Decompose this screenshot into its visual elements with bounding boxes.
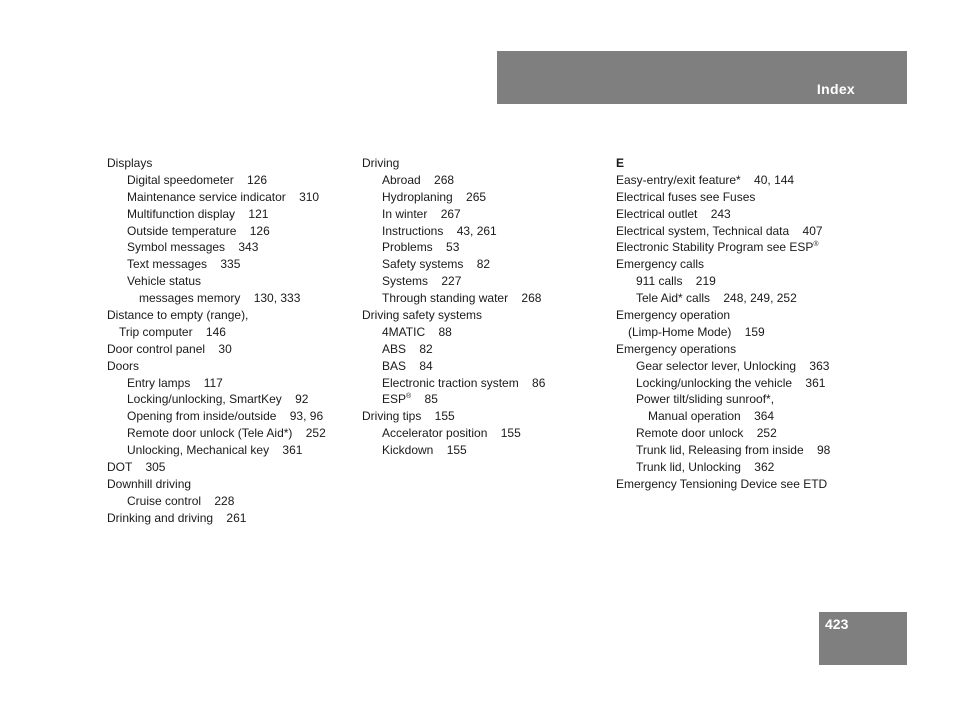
index-entry: Emergency Tensioning Device see ETD bbox=[616, 476, 828, 491]
index-entry: Multifunction display 121 bbox=[127, 206, 269, 221]
page-title: Index bbox=[816, 81, 855, 97]
index-entry: 4MATIC 88 bbox=[382, 324, 452, 339]
index-entry: Emergency operation bbox=[616, 308, 731, 323]
index-entry: Door control panel 30 bbox=[107, 341, 232, 356]
index-entry: Vehicle status bbox=[127, 274, 202, 289]
index-entry: Abroad 268 bbox=[382, 172, 455, 187]
index-entry: In winter 267 bbox=[382, 206, 461, 221]
index-entry: Symbol messages 343 bbox=[127, 240, 259, 255]
index-entry: BAS 84 bbox=[382, 358, 433, 373]
index-letter-heading: E bbox=[616, 156, 625, 170]
index-entry: Electrical outlet 243 bbox=[616, 206, 731, 221]
index-entry: 911 calls 219 bbox=[636, 274, 716, 289]
page-number: 423 bbox=[825, 616, 849, 632]
index-column-1 bbox=[107, 155, 357, 527]
index-entry: (Limp-Home Mode) 159 bbox=[628, 324, 765, 339]
index-entry: Emergency operations bbox=[616, 341, 737, 356]
index-entry: Outside temperature 126 bbox=[127, 223, 270, 238]
index-entry: Cruise control 228 bbox=[127, 493, 235, 508]
index-entry: Trunk lid, Unlocking 362 bbox=[636, 460, 775, 475]
index-entry: Through standing water 268 bbox=[382, 291, 542, 306]
index-entry: Hydroplaning 265 bbox=[382, 189, 487, 204]
index-entry: messages memory 130, 333 bbox=[139, 291, 301, 306]
index-entry: Remote door unlock (Tele Aid*) 252 bbox=[127, 426, 326, 441]
index-entry: Driving tips 155 bbox=[362, 409, 455, 424]
index-entry: Manual operation 364 bbox=[648, 409, 775, 424]
index-entry: Accelerator position 155 bbox=[382, 426, 521, 441]
index-entry: Instructions 43, 261 bbox=[382, 223, 497, 238]
index-entry: Text messages 335 bbox=[127, 257, 241, 272]
index-entry: Electronic traction system 86 bbox=[382, 375, 546, 390]
index-entry: Kickdown 155 bbox=[382, 443, 467, 458]
index-entry: Entry lamps 117 bbox=[127, 375, 223, 390]
index-entry: Unlocking, Mechanical key 361 bbox=[127, 443, 303, 458]
index-entry: Trunk lid, Releasing from inside 98 bbox=[636, 443, 831, 458]
index-entry: ESP® 85 bbox=[382, 392, 438, 407]
index-entry: Downhill driving bbox=[107, 476, 192, 491]
index-entry: Power tilt/sliding sunroof*, bbox=[636, 392, 775, 407]
index-entry: Doors bbox=[107, 358, 140, 373]
index-entry: Systems 227 bbox=[382, 274, 462, 289]
index-entry: Easy-entry/exit feature* 40, 144 bbox=[616, 172, 795, 187]
index-entry: Trip computer 146 bbox=[119, 324, 226, 339]
page-number-box bbox=[819, 612, 907, 665]
index-column-3 bbox=[616, 155, 916, 493]
index-entry: Maintenance service indicator 310 bbox=[127, 189, 320, 204]
index-column-2 bbox=[362, 155, 612, 459]
index-entry: Electrical system, Technical data 407 bbox=[616, 223, 823, 238]
index-entry: Opening from inside/outside 93, 96 bbox=[127, 409, 324, 424]
index-entry: Problems 53 bbox=[382, 240, 460, 255]
index-entry: Locking/unlocking, SmartKey 92 bbox=[127, 392, 309, 407]
header-bar bbox=[497, 51, 907, 104]
index-entry: Drinking and driving 261 bbox=[107, 510, 247, 525]
index-entry: Distance to empty (range), bbox=[107, 308, 249, 323]
index-entry: Locking/unlocking the vehicle 361 bbox=[636, 375, 826, 390]
index-entry: Driving safety systems bbox=[362, 308, 483, 323]
index-entry: Safety systems 82 bbox=[382, 257, 491, 272]
index-entry: Emergency calls bbox=[616, 257, 705, 272]
index-entry: DOT 305 bbox=[107, 460, 166, 475]
index-entry: ABS 82 bbox=[382, 341, 433, 356]
index-entry: Displays bbox=[107, 156, 153, 170]
index-entry: Tele Aid* calls 248, 249, 252 bbox=[636, 291, 797, 306]
index-entry: Electronic Stability Program see ESP® bbox=[616, 240, 819, 255]
index-entry: Driving bbox=[362, 156, 400, 170]
index-entry: Digital speedometer 126 bbox=[127, 172, 268, 187]
index-entry: Remote door unlock 252 bbox=[636, 426, 777, 441]
index-entry: Gear selector lever, Unlocking 363 bbox=[636, 358, 830, 373]
index-entry: Electrical fuses see Fuses bbox=[616, 189, 756, 204]
